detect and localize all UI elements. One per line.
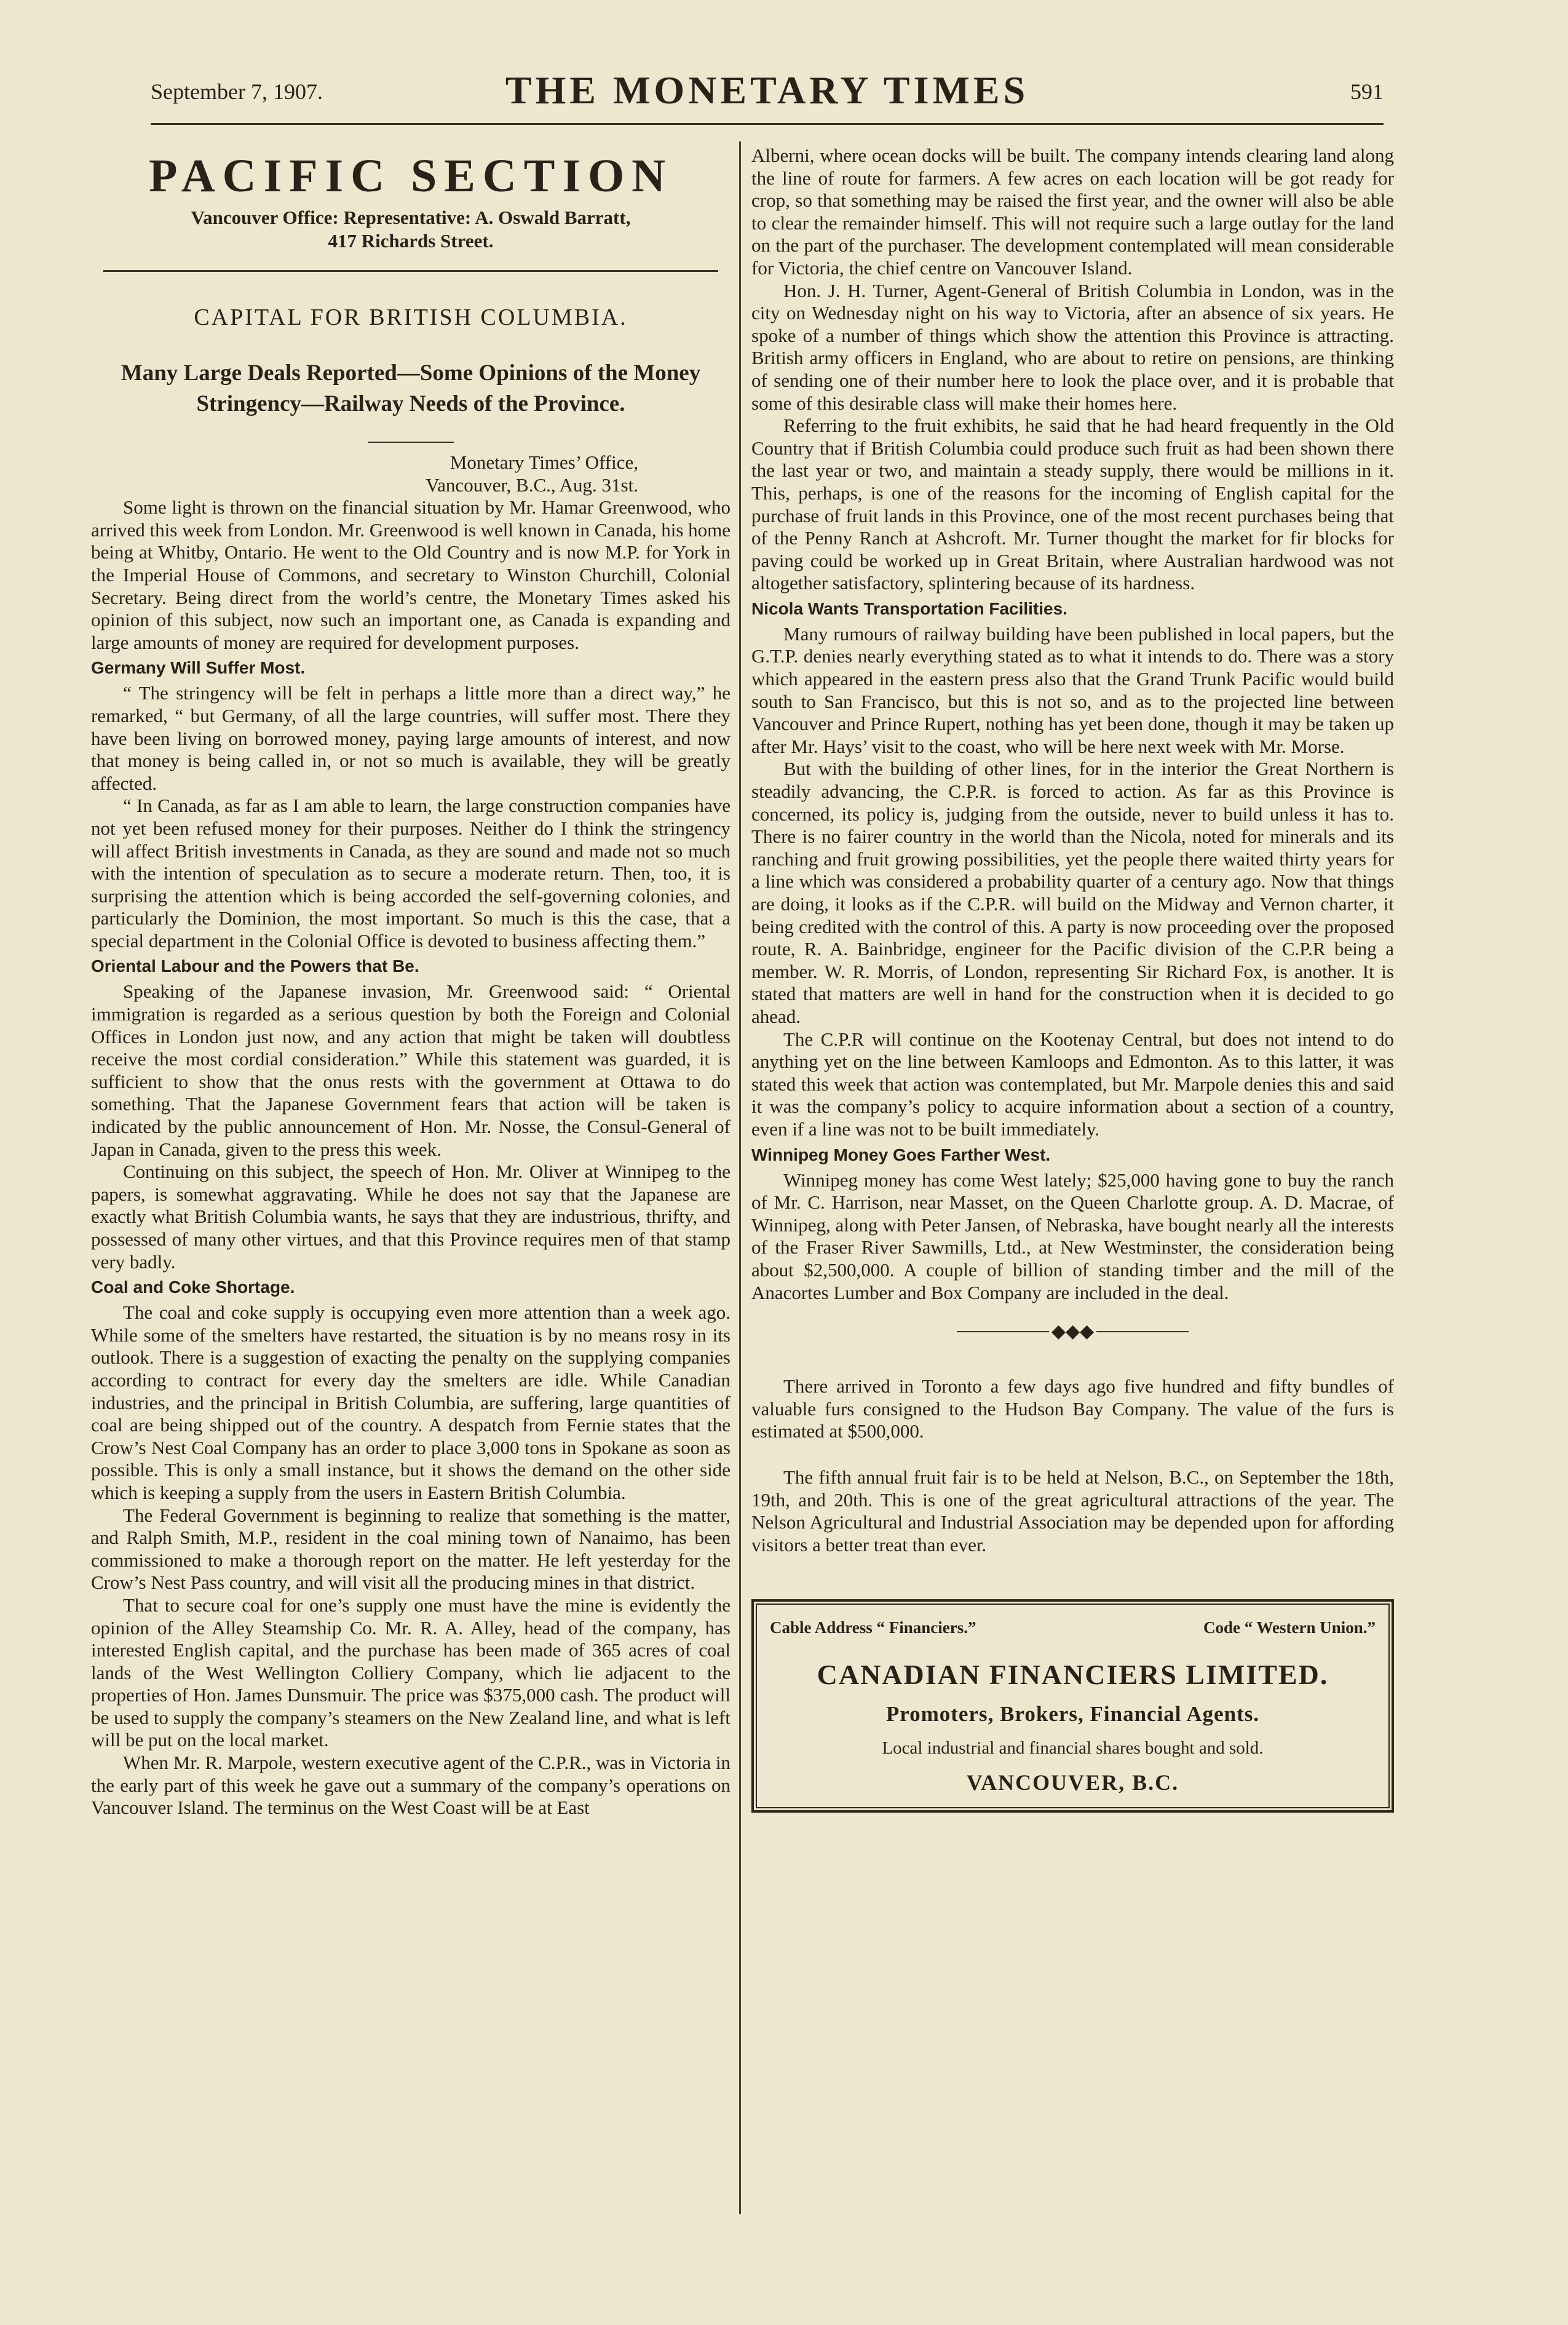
- right-column: [751, 145, 1394, 1813]
- paragraph: The Federal Government is beginning to realize that something is the matter, and Ralph Smith, M.P., resident in the coal mining town of Nanaimo, has been commissioned to make a thorough report on the matter. He left yesterday for the Crow’s Nest Pass country, and will visit all the producing mines in that district.: [91, 1504, 731, 1594]
- paragraph: Continuing on this subject, the speech of Hon. Mr. Oliver at Winnipeg to the papers, is somewhat aggravating. While he does not say that the Japanese are exactly what British Columbia wants, he says that they are industrious, thrifty, and possessed of many other virtues, and that this Province requires men of that stamp very badly.: [91, 1161, 731, 1273]
- ad-header: [770, 1616, 1376, 1639]
- header-rule: [151, 123, 1384, 125]
- paragraph: Referring to the fruit exhibits, he said that he had heard frequently in the Old Country that if British Columbia could produce such fruit as had been shown there the last year or two, and maintain a steady supply, there would be millions in it. This, perhaps, is one of the reasons for the incoming of English capital for the purchase of fruit lands in this Province, one of the most recent purchases being that of the Penny Ranch at Ashcroft. Mr. Turner thought the market for fir blocks for paving could be worked up in Great Britain, where Australian hardwood was not altogether satisfactory, splintering because of its hardness.: [751, 415, 1394, 594]
- running-head: [151, 68, 1384, 123]
- subhead-coal-coke: Coal and Coke Shortage.: [91, 1278, 295, 1297]
- note-furs: There arrived in Toronto a few days ago five hundred and fifty bundles of valuable furs consigned to the Hudson Bay Company. The value of the furs is estimated at $500,000.: [751, 1375, 1394, 1442]
- article-deck: Many Large Deals Reported—Some Opinions of the Money Stringency—Railway Needs of the Province.: [121, 360, 701, 416]
- ornament-line-left: [957, 1331, 1049, 1332]
- ad-location: VANCOUVER, B.C.: [966, 1770, 1179, 1795]
- spacer: [751, 1443, 1394, 1466]
- subhead-oriental-labour: Oriental Labour and the Powers that Be.: [91, 956, 419, 976]
- column-divider: [739, 141, 741, 2214]
- section-rule: [103, 270, 718, 272]
- ad-description: Local industrial and financial shares bought and sold.: [882, 1738, 1264, 1758]
- ornament-glyph: ◆◆◆: [1051, 1321, 1095, 1342]
- section-title: PACIFIC SECTION: [148, 150, 673, 202]
- subhead-nicola: Nicola Wants Transportation Facilities.: [751, 598, 1067, 618]
- ad-code: Code “ Western Union.”: [1203, 1618, 1376, 1637]
- paragraph: “ In Canada, as far as I am able to learn, the large construction companies have not yet been refused money for their purposes. Neither do I think the stringency will affect British investments in Canada, as they are sound and made not so much with the intention of speculation as to secure a moderate return. Then, too, it is surprising the attention which is being accorded the self-governing colonies, and particularly the Dominion, the most important. So much is this the case, that a special department in the Colonial Office is devoted to business affecting them.”: [91, 795, 731, 952]
- paragraph: That to secure coal for one’s supply one must have the mine is evidently the opinion of the Alley Steamship Co. Mr. R. A. Alley, head of the company, has interested English capital, and the purchase has been made of 365 acres of coal lands of the West Wellington Colliery Company, which lie adjacent to the properties of Hon. James Dunsmuir. The price was $375,000 cash. The product will be used to supply the company’s steamers on the New Zealand line, and what is left will be put on the local market.: [91, 1594, 731, 1751]
- article-title: CAPITAL FOR BRITISH COLUMBIA.: [194, 304, 628, 330]
- ad-cable-address: Cable Address “ Financiers.”: [770, 1618, 976, 1637]
- paragraph: Winnipeg money has come West lately; $25,000 having gone to buy the ranch of Mr. C. Harrison, near Masset, on the Queen Charlotte group. A. D. Macrae, of Winnipeg, along with Peter Jansen, of Nebraska, have bought nearly all the interests of the Fraser River Sawmills, Ltd., at New Westminster, the consideration being about $2,500,000. A couple of billion of standing timber and the mill of the Anacortes Lumber and Box Company are included in the deal.: [751, 1169, 1394, 1303]
- advertisement-box: [751, 1599, 1394, 1812]
- ad-services: Promoters, Brokers, Financial Agents.: [885, 1701, 1260, 1726]
- issue-date: September 7, 1907.: [151, 79, 323, 104]
- publication-title: THE MONETARY TIMES: [505, 68, 1029, 112]
- paragraph: Hon. J. H. Turner, Agent-General of British Columbia in London, was in the city on Wednesday night on his way to Victoria, after an absence of six years. He spoke of a number of things which show the attention this Province is attracting. British army officers in England, who are about to retire on pensions, are thinking of sending one of their number here to look the place over, and it is probable that some of this desirable class will make their homes here.: [751, 279, 1394, 414]
- ornament-line-right: [1096, 1331, 1189, 1332]
- page-number: 591: [1350, 79, 1384, 104]
- paragraph: The coal and coke supply is occupying even more attention than a week ago. While some of the smelters have restarted, the situation is by no means rosy in its outlook. There is a suggestion of exacting the penalty on the supplying companies according to contract for every day the smelters are idle. While Canadian industries, and the principal in British Columbia, are suffering, large quantities of coal are being shipped out of the country. A despatch from Fernie states that the Crow’s Nest Coal Company has an order to place 3,000 tons in Spokane as soon as possible. This is only a small instance, but it shows the demand on the other side which is keeping a supply from the users in Eastern British Columbia.: [91, 1302, 731, 1503]
- dateline-office: Monetary Times’ Office,: [449, 451, 638, 473]
- paragraph: Speaking of the Japanese invasion, Mr. Greenwood said: “ Oriental immigration is regarded as a serious question by both the Foreign and Colonial Offices in London just now, and any action that might be taken will doubtless receive the most cordial consideration.” While this statement was guarded, it is sufficient to show that the onus rests with the government at Ottawa to do something. That the Japanese Government fears that action will be taken is indicated by the public announcement of Hon. Mr. Nosse, the Consul-General of Japan in Canada, given to the press this week.: [91, 980, 731, 1160]
- deck-rule: [368, 442, 454, 443]
- subhead-winnipeg-money: Winnipeg Money Goes Farther West.: [751, 1145, 1051, 1164]
- ornament-divider: [751, 1321, 1394, 1341]
- section-office-line-2: 417 Richards Street.: [328, 230, 494, 252]
- paragraph: The C.P.R will continue on the Kootenay Central, but does not intend to do anything yet on the line between Kamloops and Edmonton. As to this latter, it was stated this week that action was contemplated, but Mr. Marpole denies this and said it was the company’s policy to acquire information about a section of a country, even if a line was not to be built immediately.: [751, 1028, 1394, 1140]
- ad-company-name: CANADIAN FINANCIERS LIMITED.: [817, 1658, 1329, 1690]
- subhead-germany: Germany Will Suffer Most.: [91, 658, 306, 678]
- paragraph: “ The stringency will be felt in perhaps a little more than a direct way,” he remarked, “ but Germany, of all the large countries, will suffer most. There they have been living on borrowed money, paying large amounts of interest, and now that money is being called in, or not so much is available, they will be greatly affected.: [91, 682, 731, 794]
- dateline-place: Vancouver, B.C., Aug. 31st.: [426, 474, 638, 496]
- section-office-line-1: Vancouver Office: Representative: A. Oswald Barratt,: [191, 207, 631, 228]
- paragraph: Many rumours of railway building have been published in local papers, but the G.T.P. denies nearly everything stated as to what it intends to do. There was a story which appeared in the eastern press also that the Grand Trunk Pacific would build south to San Francisco, but this is not so, and as to the projected line between Vancouver and Prince Rupert, nothing has yet been done, though it may be taken up after Mr. Hays’ visit to the coast, who will be here next week with Mr. Morse.: [751, 622, 1394, 757]
- paragraph: Alberni, where ocean docks will be built. The company intends clearing land along the line of route for farmers. A few acres on each location will be got ready for crop, so that something may be raised the first year, and the owner will also be able to clear the remainder himself. This will not require such a large outlay for the land on the part of the purchaser. The development contemplated will mean considerable for Victoria, the chief centre on Vancouver Island.: [751, 145, 1394, 279]
- note-fruit-fair: The fifth annual fruit fair is to be held at Nelson, B.C., on September the 18th, 19th, and 20th. This is one of the great agricultural attractions of the year. The Nelson Agricultural and Industrial Association may be depended upon for affording visitors a better treat than ever.: [751, 1466, 1394, 1556]
- paragraph: When Mr. R. Marpole, western executive agent of the C.P.R., was in Victoria in the early part of this week he gave out a summary of the company’s operations on Vancouver Island. The terminus on the West Coast will be at East: [91, 1752, 731, 1819]
- article-intro: Some light is thrown on the financial situation by Mr. Hamar Greenwood, who arrived this week from London. Mr. Greenwood is well known in Canada, his home being at Whitby, Ontario. He went to the Old Country and is now M.P. for York in the Imperial House of Commons, and secretary to Winston Churchill, Colonial Secretary. Being direct from the world’s centre, the Monetary Times asked his opinion of this subject, now such an important one, as Canada is expanding and large amounts of money are required for development purposes.: [91, 496, 731, 653]
- left-column: [91, 145, 731, 1819]
- paragraph: But with the building of other lines, for in the interior the Great Northern is steadily advancing, the C.P.R. is forced to action. As far as this Province is concerned, its policy is, judging from the outside, never to build unless it has to. There is no fairer country in the world than the Nicola, noted for minerals and its ranching and fruit growing possibilities, yet the people there waited thirty years for a line which was considered a probability quarter of a century ago. Now that things are doing, it looks as if the C.P.R. will build on the Midway and Vernon charter, it being credited with the control of this. A party is now proceeding over the proposed route, R. A. Bainbridge, engineer for the Pacific division of the C.P.R being a member. W. R. Morris, of London, representing Sir Richard Fox, is another. It is stated that matters are well in hand for the construction when it is decided to go ahead.: [751, 758, 1394, 1027]
